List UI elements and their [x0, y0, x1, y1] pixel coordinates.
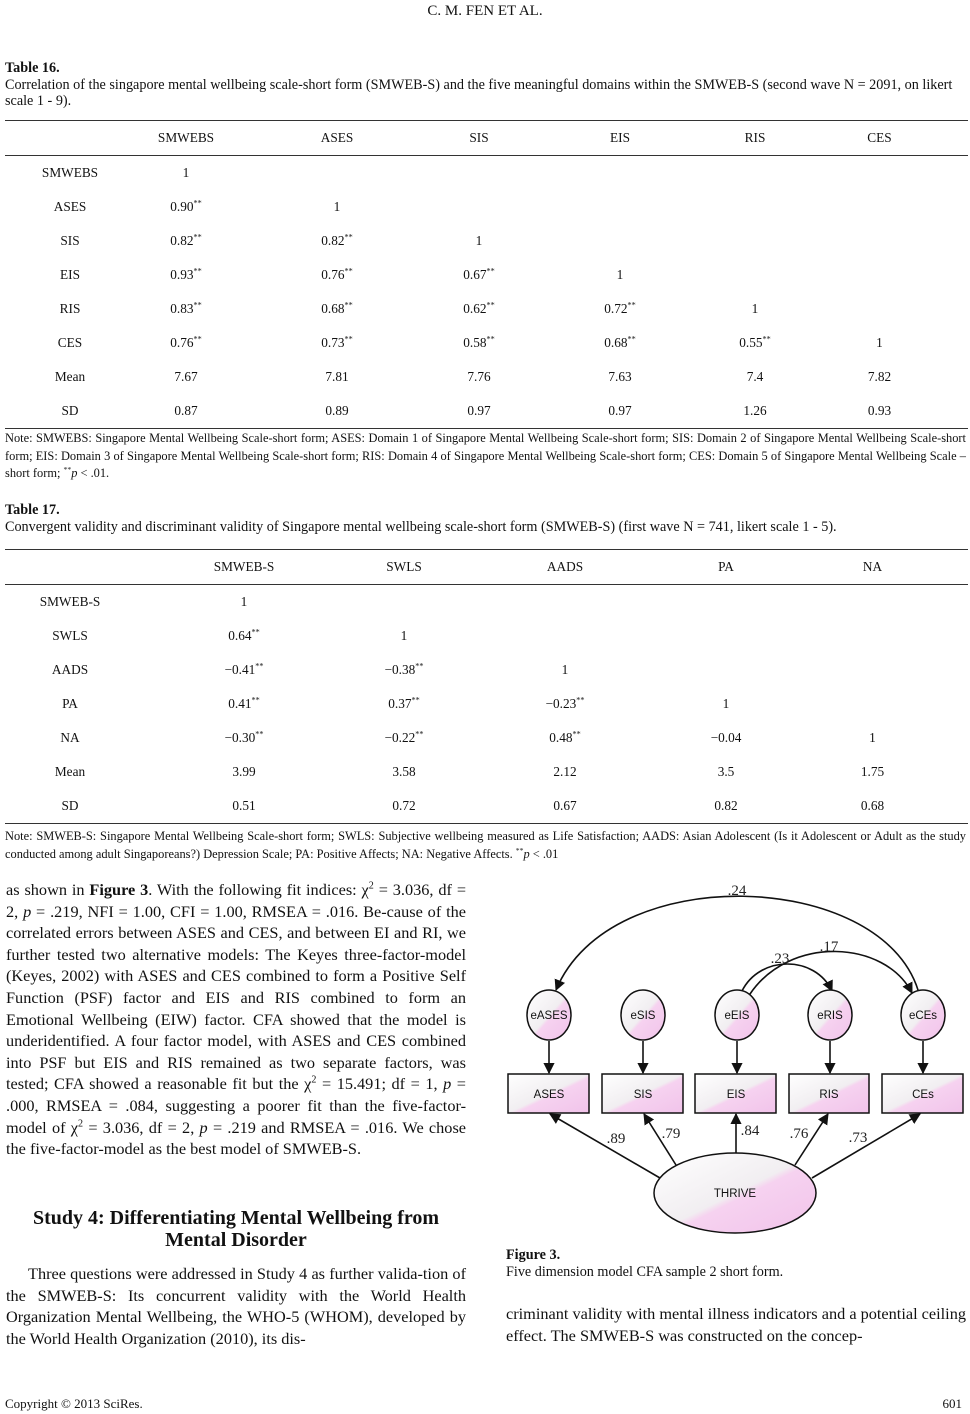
cell-value: 0.68	[321, 301, 345, 316]
table-cell	[777, 619, 968, 653]
cell-value: SD	[61, 403, 79, 418]
cell-value: 0.51	[232, 798, 256, 813]
row-label	[5, 721, 135, 755]
cell-value: NA	[60, 730, 80, 745]
table16-label: Table 16.	[5, 60, 60, 76]
column-header: SWLS	[353, 550, 455, 585]
table-cell	[237, 156, 437, 191]
table-cell	[791, 190, 968, 224]
table-row	[5, 394, 968, 429]
significance-marker: **	[344, 334, 353, 344]
table16	[5, 120, 968, 429]
table-cell	[777, 755, 968, 789]
row-label	[5, 156, 135, 191]
row-label	[5, 755, 135, 789]
table-cell	[719, 224, 791, 258]
cell-value: SWLS	[52, 628, 88, 643]
table-cell	[135, 156, 237, 191]
text-run: p	[23, 901, 32, 921]
column-header: AADS	[455, 550, 675, 585]
cell-value: 1	[182, 165, 190, 180]
covariance-label: .17	[819, 939, 839, 955]
cell-value: −0.41	[224, 662, 256, 677]
text-run: = 3.036, df = 2,	[6, 880, 467, 921]
text-run: p	[443, 1074, 452, 1094]
table-cell	[353, 687, 455, 721]
cell-value: 0.97	[608, 403, 632, 418]
row-label	[5, 789, 135, 824]
cell-value: SD	[61, 798, 79, 813]
column-header: SMWEB-S	[135, 550, 353, 585]
table16-caption: Correlation of the singapore mental wellbeing scale-short form (SMWEB-S) and the five meaningful domains within the SMWEB-S (second wave N = 2091, on likert scale 1 - 9).	[5, 76, 953, 109]
cell-value: Mean	[54, 369, 86, 384]
significance-marker: **	[193, 334, 202, 344]
row-label	[5, 326, 135, 360]
table-cell	[521, 394, 719, 429]
text-run: 2	[78, 1117, 84, 1129]
table-cell	[237, 292, 437, 326]
table-cell	[777, 789, 968, 824]
covariance-label: .24	[727, 883, 747, 899]
table-cell	[437, 190, 521, 224]
error-label: eRIS	[817, 1010, 843, 1022]
table-row	[5, 789, 968, 824]
cell-value: 7.82	[867, 369, 892, 384]
cell-value: EIS	[60, 267, 80, 282]
body-paragraph	[6, 1263, 466, 1349]
cell-value: 0.89	[325, 403, 349, 418]
significance-marker: **	[762, 334, 771, 344]
cell-value: 7.76	[467, 369, 491, 384]
table-cell	[135, 789, 353, 824]
table17-note	[5, 828, 966, 863]
loading-label: .89	[606, 1131, 626, 1147]
cell-value: SMWEB-S	[39, 594, 101, 609]
cell-value: 7.63	[608, 369, 632, 384]
table-cell	[719, 326, 791, 360]
significance-marker: **	[627, 334, 636, 344]
table16-note	[5, 430, 966, 483]
table-cell	[791, 258, 968, 292]
table-cell	[719, 394, 791, 429]
cell-value: 0.68	[604, 335, 628, 350]
table-cell	[521, 326, 719, 360]
cell-value: 1	[333, 199, 341, 214]
cell-value: 7.81	[325, 369, 349, 384]
cell-value: 0.93	[170, 267, 194, 282]
figure3-caption: Five dimension model CFA sample 2 short form.	[506, 1264, 784, 1280]
table-cell	[791, 326, 968, 360]
cell-value: 1.75	[860, 764, 885, 779]
table-cell	[455, 721, 675, 755]
table-cell	[455, 755, 675, 789]
column-header: SIS	[437, 121, 521, 156]
cell-value: 0.55	[739, 335, 763, 350]
text-run: as shown in	[6, 880, 90, 899]
table-cell	[521, 258, 719, 292]
table-row	[5, 326, 968, 360]
cell-value: CES	[57, 335, 83, 350]
cell-value: 0.58	[463, 335, 487, 350]
significance-marker: **	[193, 198, 202, 208]
figure3-label: Figure 3.	[506, 1247, 561, 1263]
cell-value: 0.72	[604, 301, 628, 316]
table-cell	[353, 721, 455, 755]
loading-label: .84	[740, 1123, 760, 1139]
table-cell	[353, 585, 455, 620]
table-cell	[675, 619, 777, 653]
loading-label: .73	[848, 1130, 868, 1146]
cell-value: 7.4	[746, 369, 764, 384]
cell-value: 0.82	[170, 233, 194, 248]
cell-value: 0.83	[170, 301, 194, 316]
table-row	[5, 619, 968, 653]
text-run: **	[63, 465, 72, 475]
significance-marker: **	[344, 266, 353, 276]
loading-arrow	[812, 1114, 920, 1178]
observed-label: EIS	[726, 1089, 746, 1101]
cell-value: 0.87	[174, 403, 198, 418]
table-cell	[719, 258, 791, 292]
table-cell	[455, 653, 675, 687]
text-run: 2	[311, 1074, 317, 1086]
table-cell	[455, 687, 675, 721]
cell-value: −0.23	[545, 696, 577, 711]
column-header: RIS	[719, 121, 791, 156]
table-cell	[135, 292, 237, 326]
table-cell	[135, 326, 237, 360]
table-cell	[521, 360, 719, 394]
table-cell	[675, 755, 777, 789]
table-cell	[135, 653, 353, 687]
cell-value: RIS	[59, 301, 81, 316]
column-header: NA	[777, 550, 968, 585]
table17-caption: Convergent validity and discriminant validity of Singapore mental wellbeing scale-short form (SMWEB-S) (first wave N = 741, likert scale 1 - 5).	[5, 518, 837, 535]
cell-value: 0.97	[467, 403, 491, 418]
table-cell	[455, 585, 675, 620]
cell-value: 0.76	[321, 267, 345, 282]
table-cell	[135, 394, 237, 429]
table-row	[5, 190, 968, 224]
text-run: = 3.036, df = 2,	[83, 1117, 200, 1137]
table-cell	[353, 789, 455, 824]
table-cell	[237, 326, 437, 360]
table-cell	[437, 224, 521, 258]
cell-value: −0.22	[384, 730, 416, 745]
row-label	[5, 360, 135, 394]
significance-marker: **	[344, 300, 353, 310]
table-cell	[719, 190, 791, 224]
error-label: eSIS	[630, 1010, 656, 1022]
row-label	[5, 258, 135, 292]
text-run: 2	[368, 880, 374, 892]
error-label: eASES	[530, 1010, 568, 1022]
table-row	[5, 224, 968, 258]
text-run: Three questions were addressed in Study 4 as further valida-tion of the SMWEB-S: Its concurrent validity with the World Health Organization Mental Wellbeing, the WHO-5 (WHOM), developed by the World Health Organization (2010), its dis-	[6, 1264, 466, 1348]
table-row	[5, 258, 968, 292]
row-label	[5, 394, 135, 429]
text-run: Figure 3	[89, 880, 149, 899]
table-row	[5, 292, 968, 326]
table-cell	[437, 292, 521, 326]
significance-marker: **	[486, 334, 495, 344]
table-cell	[675, 653, 777, 687]
observed-label: SIS	[633, 1089, 653, 1101]
cell-value: −0.30	[224, 730, 256, 745]
table-cell	[437, 258, 521, 292]
table-cell	[791, 394, 968, 429]
cell-value: 0.68	[860, 798, 885, 813]
table-cell	[719, 292, 791, 326]
row-label	[5, 224, 135, 258]
row-label	[5, 292, 135, 326]
table-cell	[135, 190, 237, 224]
cell-value: 2.12	[553, 764, 577, 779]
table-cell	[791, 360, 968, 394]
significance-marker: **	[627, 300, 636, 310]
loading-arrow	[550, 1114, 660, 1178]
text-run: Note: SMWEB-S: Singapore Mental Wellbeing Scale-short form; SWLS: Subjective wellbeing measured as Life Satisfaction; AADS: Asian Adolescent (Is it Adolescent or Adult as the study conducted among adult Singaporeans?) Depression Scale; PA: Positive Affects; NA: Negative Affects.	[5, 829, 966, 861]
cell-value: 0.93	[867, 403, 892, 418]
table-cell	[777, 585, 968, 620]
page-number: 601	[942, 1396, 962, 1411]
significance-marker: **	[251, 695, 260, 705]
table-cell	[437, 326, 521, 360]
cell-value: 0.62	[463, 301, 487, 316]
table-row	[5, 653, 968, 687]
error-label: eCEs	[908, 1010, 938, 1022]
cell-value: AADS	[51, 662, 89, 677]
table-row	[5, 156, 968, 191]
section-heading: Study 4: Differentiating Mental Wellbeing from Mental Disorder	[32, 1207, 440, 1251]
cell-value: SIS	[60, 233, 80, 248]
covariance-label: .23	[770, 951, 790, 967]
table-cell	[791, 292, 968, 326]
cell-value: 3.5	[717, 764, 735, 779]
table-cell	[353, 755, 455, 789]
text-run: p	[199, 1117, 208, 1137]
significance-marker: **	[255, 661, 264, 671]
table-cell	[135, 258, 237, 292]
significance-marker: **	[251, 627, 260, 637]
table17-caption-block	[5, 502, 965, 535]
table-cell	[719, 360, 791, 394]
significance-marker: **	[415, 661, 424, 671]
cell-value: 0.64	[228, 628, 252, 643]
text-run: = .219 and RMSEA = .016. We chose the five-factor-model as the best model of SMWEB-S.	[6, 1117, 467, 1159]
table-cell	[521, 190, 719, 224]
table-cell	[791, 156, 968, 191]
column-header: ASES	[237, 121, 437, 156]
table-cell	[521, 156, 719, 191]
cell-value: 1	[616, 267, 624, 282]
figure3-path-diagram	[500, 870, 970, 1245]
table17-label: Table 17.	[5, 502, 60, 518]
table-cell	[675, 585, 777, 620]
table-cell	[777, 653, 968, 687]
table-cell	[353, 619, 455, 653]
significance-marker: **	[193, 266, 202, 276]
text-run: Note: SMWEBS: Singapore Mental Wellbeing Scale-short form; ASES: Domain 1 of Singapore Mental Wellbeing Scale-short form; SIS: Domain 2 of Singapore Mental Wellbeing Scale-short form; EIS: Domain 3 of Singapore Mental Wellbeing Scale-short form; RIS: Domain 4 of Singapore Mental Wellbeing Scale-short form; CES: Domain 5 of Singapore Mental Wellbeing Scale –short form;	[5, 431, 966, 481]
table-cell	[521, 292, 719, 326]
table-cell	[353, 653, 455, 687]
cell-value: 1	[722, 696, 730, 711]
cell-value: −0.04	[710, 730, 742, 745]
latent-label: THRIVE	[713, 1188, 757, 1200]
table-cell	[455, 619, 675, 653]
significance-marker: **	[486, 300, 495, 310]
cell-value: 1	[561, 662, 569, 677]
text-run: p	[71, 466, 78, 481]
row-label	[5, 619, 135, 653]
cell-value: 0.67	[553, 798, 577, 813]
significance-marker: **	[572, 729, 581, 739]
table-cell	[521, 224, 719, 258]
cell-value: −0.38	[384, 662, 416, 677]
table-cell	[437, 394, 521, 429]
cell-value: 1	[751, 301, 759, 316]
cell-value: SMWEBS	[41, 165, 99, 180]
table16-caption-block	[5, 60, 965, 110]
cell-value: 0.82	[714, 798, 738, 813]
table-cell	[675, 789, 777, 824]
significance-marker: **	[193, 300, 202, 310]
text-run: p	[523, 846, 530, 861]
table-cell	[237, 394, 437, 429]
body-paragraph	[506, 1303, 966, 1346]
table-cell	[135, 721, 353, 755]
table-cell	[237, 360, 437, 394]
column-header: PA	[675, 550, 777, 585]
significance-marker: **	[255, 729, 264, 739]
cell-value: 1	[240, 594, 248, 609]
table-cell	[237, 224, 437, 258]
text-run: < .01.	[77, 466, 110, 481]
table-cell	[455, 789, 675, 824]
covariance-arc	[556, 896, 918, 990]
observed-label: RIS	[819, 1089, 839, 1101]
observed-label: CEs	[912, 1089, 934, 1101]
column-header	[5, 550, 135, 585]
cell-value: 1	[869, 730, 876, 745]
error-label: eEIS	[724, 1010, 750, 1022]
observed-label: ASES	[533, 1089, 565, 1101]
cell-value: 0.90	[170, 199, 194, 214]
table-cell	[135, 619, 353, 653]
significance-marker: **	[486, 266, 495, 276]
table-row	[5, 585, 968, 620]
table-cell	[675, 687, 777, 721]
cell-value: Mean	[54, 764, 86, 779]
significance-marker: **	[415, 729, 424, 739]
significance-marker: **	[193, 232, 202, 242]
table-header-row	[5, 550, 968, 585]
column-header: CES	[791, 121, 968, 156]
loading-label: .76	[789, 1126, 809, 1142]
table-cell	[237, 190, 437, 224]
cell-value: 0.41	[228, 696, 252, 711]
table-cell	[791, 224, 968, 258]
body-paragraph	[6, 879, 466, 1160]
table-cell	[777, 721, 968, 755]
text-run: **	[515, 845, 524, 855]
table-cell	[437, 156, 521, 191]
column-header: SMWEBS	[135, 121, 237, 156]
significance-marker: **	[411, 695, 420, 705]
cell-value: 0.48	[549, 730, 573, 745]
table-row	[5, 360, 968, 394]
cell-value: 1	[400, 628, 408, 643]
figure3-caption-block	[506, 1247, 966, 1281]
footer-copyright: Copyright © 2013 SciRes.	[5, 1396, 143, 1411]
table-row	[5, 755, 968, 789]
cell-value: PA	[62, 696, 78, 711]
table-row	[5, 687, 968, 721]
table-cell	[675, 721, 777, 755]
column-header: EIS	[521, 121, 719, 156]
row-label	[5, 653, 135, 687]
table-cell	[777, 687, 968, 721]
table-cell	[135, 224, 237, 258]
table-cell	[437, 360, 521, 394]
table-cell	[135, 755, 353, 789]
text-run: . With the following fit indices: χ	[148, 880, 369, 899]
cell-value: 0.82	[321, 233, 345, 248]
column-header	[5, 121, 135, 156]
row-label	[5, 190, 135, 224]
text-run: = 15.491; df = 1,	[316, 1074, 444, 1094]
cell-value: 0.76	[170, 335, 194, 350]
text-run: = .219, NFI = 1.00, CFI = 1.00, RMSEA = .016. Be-cause of the correlated errors between ASES and CES, and between EI and RI, we further tested two alternative models: The Keyes three-factor-model (Keyes, 2002) with ASES and CES combined to form a Positive Self Function (PSF) factor and EIS and RIS combined to form an Emotional Wellbeing (EIW) factor. CFA showed that the model is underidentified. A four factor model, with ASES and CES combined into PSF but EIS and RIS remained as two separate factors, was tested; CFA showed a reasonable fit but the χ	[6, 901, 466, 1094]
table-header-row	[5, 121, 968, 156]
cell-value: 0.37	[388, 696, 412, 711]
table-cell	[135, 585, 353, 620]
cell-value: 1	[475, 233, 483, 248]
cell-value: 0.67	[463, 267, 487, 282]
cell-value: 7.67	[174, 369, 198, 384]
running-head: C. M. FEN ET AL.	[427, 3, 543, 19]
cell-value: 1.26	[743, 403, 767, 418]
row-label	[5, 585, 135, 620]
cell-value: 1	[876, 335, 883, 350]
table-cell	[135, 687, 353, 721]
text-run: criminant validity with mental illness indicators and a potential ceiling effect. The SMWEB-S was constructed on the concep-	[506, 1304, 966, 1345]
table-row	[5, 721, 968, 755]
significance-marker: **	[344, 232, 353, 242]
text-run: = .000, RMSEA = .084, suggesting a poorer fit than the five-factor-model of χ	[6, 1074, 466, 1137]
loading-label: .79	[661, 1126, 681, 1142]
table-cell	[237, 258, 437, 292]
table17	[5, 549, 968, 824]
cell-value: 3.99	[232, 764, 256, 779]
table-cell	[719, 156, 791, 191]
cell-value: ASES	[53, 199, 87, 214]
row-label	[5, 687, 135, 721]
cell-value: 0.73	[321, 335, 345, 350]
text-run: < .01	[529, 846, 559, 861]
cell-value: 3.58	[392, 764, 416, 779]
cell-value: 0.72	[392, 798, 416, 813]
significance-marker: **	[576, 695, 585, 705]
table-cell	[135, 360, 237, 394]
